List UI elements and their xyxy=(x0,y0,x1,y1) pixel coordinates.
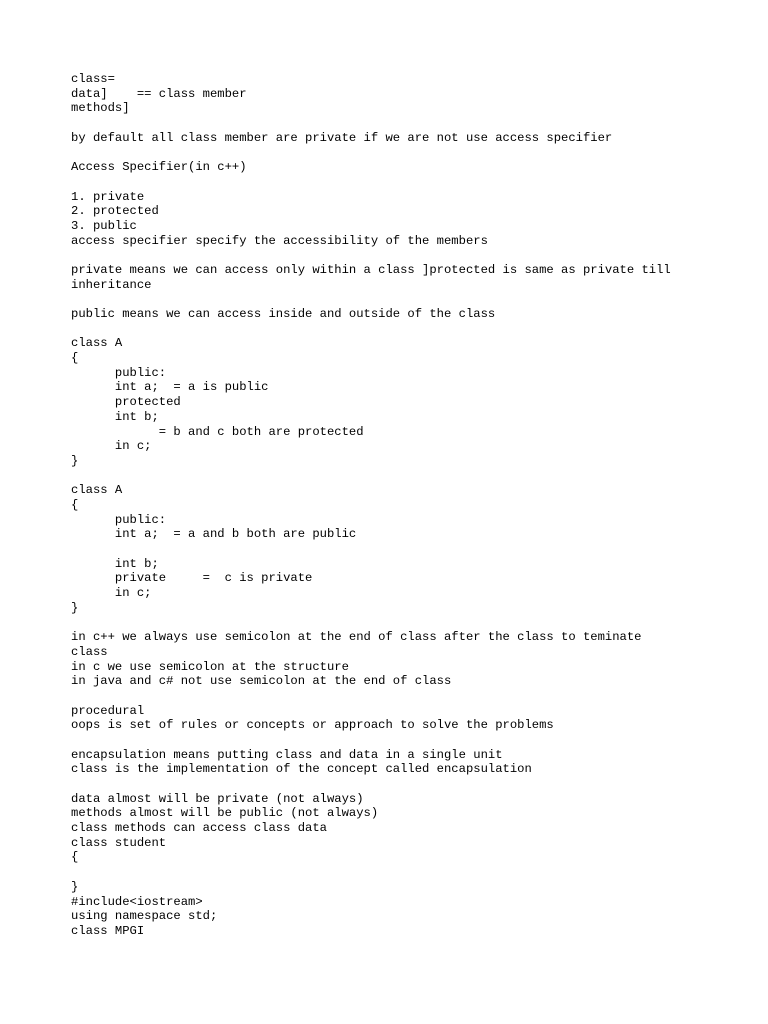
text-line: int a; = a is public xyxy=(71,380,269,395)
blank-line xyxy=(71,248,751,263)
text-line: using namespace std; xyxy=(71,909,218,924)
text-line: in c; xyxy=(71,586,152,601)
text-line: private means we can access only within a class ]protected is same as private till xyxy=(71,262,671,277)
text-line: access specifier specify the accessibility of the members xyxy=(71,233,488,248)
text-line: Access Specifier(in c++) xyxy=(71,160,247,175)
text-line: { xyxy=(71,497,79,512)
text-line: in java and c# not use semicolon at the end of class xyxy=(71,674,452,689)
text-line: int b; xyxy=(71,409,159,424)
text-line: public: xyxy=(71,365,167,380)
blank-line xyxy=(71,865,751,880)
blank-line xyxy=(71,733,751,748)
text-line: } xyxy=(71,453,79,468)
document-page xyxy=(71,72,751,939)
text-line: class methods can access class data xyxy=(71,821,327,836)
blank-line xyxy=(71,322,751,337)
text-line: 3. public xyxy=(71,218,137,233)
blank-line xyxy=(71,777,751,792)
text-line: in c++ we always use semicolon at the end of class after the class to teminate xyxy=(71,630,642,645)
text-line: protected xyxy=(71,395,181,410)
text-line: 1. private xyxy=(71,189,145,204)
text-line: data] == class member xyxy=(71,86,247,101)
blank-line xyxy=(71,175,751,190)
text-line: inheritance xyxy=(71,277,152,292)
blank-line xyxy=(71,469,751,484)
blank-line xyxy=(71,116,751,131)
text-line: public means we can access inside and outside of the class xyxy=(71,307,496,321)
blank-line xyxy=(71,689,751,704)
text-line: class A xyxy=(71,483,123,498)
text-line: class MPGI xyxy=(71,923,145,938)
text-line: in c we use semicolon at the structure xyxy=(71,659,349,674)
text-line: data almost will be private (not always) xyxy=(71,791,364,806)
text-line: methods] xyxy=(71,101,130,116)
text-line: private = c is private xyxy=(71,571,313,586)
blank-line xyxy=(71,615,751,630)
text-line: 2. protected xyxy=(71,204,159,219)
text-line: by default all class member are private if we are not use access specifier xyxy=(71,130,613,145)
text-line: encapsulation means putting class and data in a single unit xyxy=(71,747,503,762)
text-line: class student xyxy=(71,835,167,850)
text-line: #include<iostream> xyxy=(71,894,203,909)
text-line: oops is set of rules or concepts or approach to solve the problems xyxy=(71,718,554,733)
text-line: class xyxy=(71,644,108,659)
text-line: class= xyxy=(71,72,115,86)
text-line: class is the implementation of the concept called encapsulation xyxy=(71,762,532,777)
text-line: methods almost will be public (not always) xyxy=(71,806,379,821)
text-line: procedural xyxy=(71,703,145,718)
blank-line xyxy=(71,145,751,160)
text-line: { xyxy=(71,850,79,865)
text-line: in c; xyxy=(71,439,152,454)
text-line: = b and c both are protected xyxy=(71,424,364,439)
text-line: class A xyxy=(71,336,123,351)
text-line: { xyxy=(71,351,79,366)
blank-line xyxy=(71,292,751,307)
text-line: int b; xyxy=(71,556,159,571)
text-line: } xyxy=(71,879,79,894)
text-line: public: xyxy=(71,512,167,527)
text-line: int a; = a and b both are public xyxy=(71,527,357,542)
text-line: } xyxy=(71,600,79,615)
blank-line xyxy=(71,542,751,557)
